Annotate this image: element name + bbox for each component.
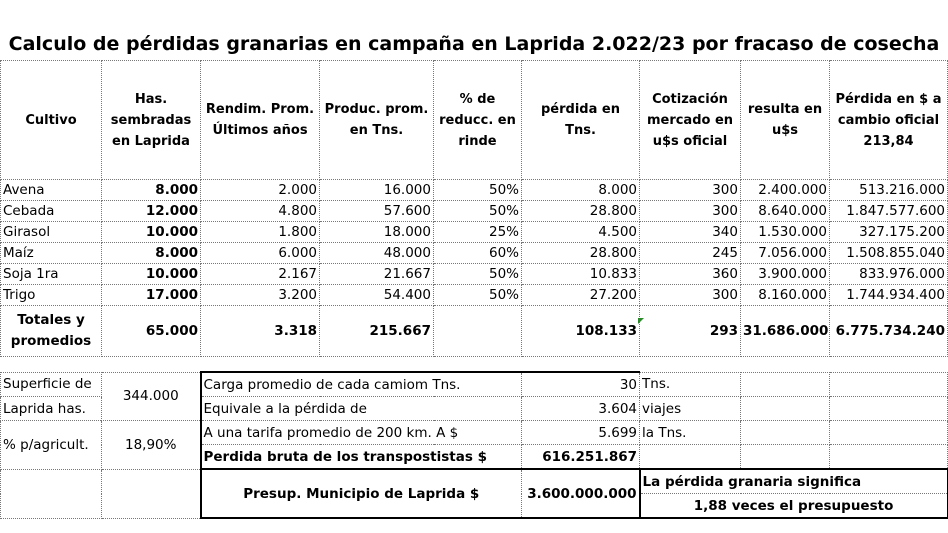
table-cell[interactable]: 300 [640, 285, 741, 306]
table-cell[interactable]: 327.175.200 [830, 222, 948, 243]
table-row [1, 201, 948, 222]
table-cell[interactable]: 1.508.855.040 [830, 243, 948, 264]
table-cell[interactable]: 340 [640, 222, 741, 243]
empty-cell[interactable] [741, 421, 830, 445]
header-cell[interactable]: Produc. prom. en Tns. [320, 61, 434, 180]
table-cell[interactable]: 60% [434, 243, 522, 264]
total-cell[interactable]: 108.133 [522, 306, 640, 357]
table-cell[interactable]: 17.000 [102, 285, 201, 306]
total-cell[interactable]: 3.318 [201, 306, 320, 357]
total-cell[interactable]: 293 [640, 306, 741, 357]
table-cell[interactable]: 50% [434, 201, 522, 222]
summary-table [0, 371, 948, 519]
empty-cell[interactable] [741, 372, 830, 397]
table-cell[interactable]: 10.833 [522, 264, 640, 285]
table-cell[interactable]: 50% [434, 285, 522, 306]
significa-label[interactable]: La pérdida granaria significa [640, 469, 948, 494]
crop-cell[interactable]: Soja 1ra [1, 264, 102, 285]
crop-loss-table [0, 60, 948, 357]
crop-cell[interactable]: Avena [1, 180, 102, 201]
header-cell[interactable]: Cotización mercado en u$s oficial [640, 61, 741, 180]
superficie-label[interactable]: Superficie de [1, 372, 102, 397]
table-cell[interactable]: 8.640.000 [741, 201, 830, 222]
veces-presupuesto-label[interactable]: 1,88 veces el presupuesto [640, 494, 948, 519]
table-cell[interactable]: 8.000 [522, 180, 640, 201]
table-cell[interactable]: 2.400.000 [741, 180, 830, 201]
carga-value[interactable]: 30 [522, 372, 640, 397]
table-cell[interactable]: 54.400 [320, 285, 434, 306]
table-cell[interactable]: 2.167 [201, 264, 320, 285]
header-cell[interactable]: Rendim. Prom. Últimos años [201, 61, 320, 180]
table-cell[interactable]: 1.847.577.600 [830, 201, 948, 222]
header-row [1, 61, 948, 180]
table-cell[interactable]: 3.900.000 [741, 264, 830, 285]
totals-row [1, 306, 948, 357]
table-cell[interactable]: 10.000 [102, 264, 201, 285]
crop-cell[interactable]: Cebada [1, 201, 102, 222]
empty-cell[interactable] [640, 445, 741, 470]
empty-cell[interactable] [830, 445, 948, 470]
table-cell[interactable]: 28.800 [522, 243, 640, 264]
header-cell[interactable]: Pérdida en $ a cambio oficial 213,84 [830, 61, 948, 180]
agric-value[interactable]: 18,90% [102, 421, 201, 470]
agric-label[interactable]: % p/agricult. [1, 421, 102, 470]
total-cell[interactable]: 31.686.000 [741, 306, 830, 357]
header-cell[interactable]: resulta en u$s [741, 61, 830, 180]
table-cell[interactable]: 21.667 [320, 264, 434, 285]
totals-label[interactable]: Totales y promedios [1, 306, 102, 357]
table-row [1, 222, 948, 243]
table-cell[interactable]: 1.530.000 [741, 222, 830, 243]
equivale-value[interactable]: 3.604 [522, 397, 640, 421]
table-cell[interactable]: 360 [640, 264, 741, 285]
header-cell[interactable]: % de reducc. en rinde [434, 61, 522, 180]
table-cell[interactable]: 27.200 [522, 285, 640, 306]
perdida-bruta-label[interactable]: Perdida bruta de los transpostistas $ [201, 445, 522, 470]
tarifa-value[interactable]: 5.699 [522, 421, 640, 445]
table-cell[interactable]: 12.000 [102, 201, 201, 222]
table-cell[interactable]: 300 [640, 201, 741, 222]
table-cell[interactable]: 7.056.000 [741, 243, 830, 264]
cell-comment-marker [638, 318, 644, 324]
presupuesto-value[interactable]: 3.600.000.000 [522, 469, 640, 518]
table-row [1, 180, 948, 201]
table-cell[interactable]: 833.976.000 [830, 264, 948, 285]
empty-cell[interactable] [830, 397, 948, 421]
table-row [1, 243, 948, 264]
table-cell[interactable]: 1.800 [201, 222, 320, 243]
table-cell[interactable]: 48.000 [320, 243, 434, 264]
crop-cell[interactable]: Girasol [1, 222, 102, 243]
table-cell[interactable]: 300 [640, 180, 741, 201]
table-row [1, 264, 948, 285]
total-cell[interactable]: 6.775.734.240 [830, 306, 948, 357]
empty-cell[interactable] [1, 469, 102, 518]
table-cell[interactable]: 10.000 [102, 222, 201, 243]
table-cell[interactable]: 245 [640, 243, 741, 264]
header-cell[interactable]: pérdida en Tns. [522, 61, 640, 180]
table-cell[interactable]: 6.000 [201, 243, 320, 264]
table-cell[interactable]: 3.200 [201, 285, 320, 306]
total-cell[interactable] [434, 306, 522, 357]
empty-cell[interactable] [830, 372, 948, 397]
table-cell[interactable]: 8.000 [102, 180, 201, 201]
table-cell[interactable]: 28.800 [522, 201, 640, 222]
superficie-value[interactable]: 344.000 [102, 372, 201, 421]
table-cell[interactable]: 8.160.000 [741, 285, 830, 306]
header-cell[interactable]: Cultivo [1, 61, 102, 180]
total-cell[interactable]: 215.667 [320, 306, 434, 357]
table-cell[interactable]: 50% [434, 264, 522, 285]
total-cell[interactable]: 65.000 [102, 306, 201, 357]
tarifa-label[interactable]: A una tarifa promedio de 200 km. A $ [201, 421, 522, 445]
crop-cell[interactable]: Trigo [1, 285, 102, 306]
table-cell[interactable]: 2.000 [201, 180, 320, 201]
empty-cell[interactable] [741, 445, 830, 470]
table-cell[interactable]: 1.744.934.400 [830, 285, 948, 306]
table-row [1, 285, 948, 306]
table-cell[interactable]: 4.800 [201, 201, 320, 222]
header-cell[interactable]: Has. sembradas en Laprida [102, 61, 201, 180]
carga-unit[interactable]: Tns. [640, 372, 741, 397]
crop-cell[interactable]: Maíz [1, 243, 102, 264]
table-cell[interactable]: 8.000 [102, 243, 201, 264]
equivale-unit[interactable]: viajes [640, 397, 741, 421]
table-cell[interactable]: 4.500 [522, 222, 640, 243]
table-cell[interactable]: 18.000 [320, 222, 434, 243]
superficie-label[interactable]: Laprida has. [1, 397, 102, 421]
tarifa-unit[interactable]: la Tns. [640, 421, 741, 445]
table-cell[interactable]: 57.600 [320, 201, 434, 222]
equivale-label[interactable]: Equivale a la pérdida de [201, 397, 522, 421]
table-cell[interactable]: 513.216.000 [830, 180, 948, 201]
table-cell[interactable]: 50% [434, 180, 522, 201]
presupuesto-label[interactable]: Presup. Municipio de Laprida $ [201, 469, 522, 518]
empty-cell[interactable] [741, 397, 830, 421]
table-cell[interactable]: 25% [434, 222, 522, 243]
perdida-bruta-value[interactable]: 616.251.867 [522, 445, 640, 470]
sheet-title: Calculo de pérdidas granarias en campaña en Laprida 2.022/23 por fracaso de cosecha [8, 33, 940, 55]
table-cell[interactable]: 16.000 [320, 180, 434, 201]
empty-cell[interactable] [102, 469, 201, 518]
empty-cell[interactable] [830, 421, 948, 445]
carga-label[interactable]: Carga promedio de cada camiom Tns. [201, 372, 522, 397]
